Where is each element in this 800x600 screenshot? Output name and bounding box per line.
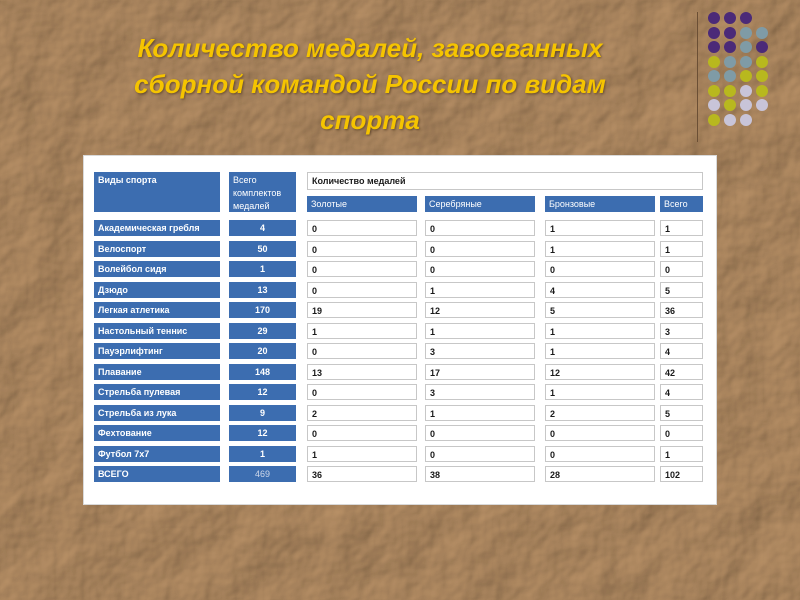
- table-cell-sets: 50: [229, 241, 296, 257]
- table-cell-sets: 1: [229, 261, 296, 277]
- table-cell-gold: 0: [307, 241, 417, 257]
- table-cell-bronze: 4: [545, 282, 655, 298]
- table-cell-sport: Академическая гребля: [94, 220, 220, 236]
- header-total-sets: Всего комплектов медалей: [229, 172, 296, 212]
- table-cell-silver: 3: [425, 384, 535, 400]
- table-cell-sets: 469: [229, 466, 296, 482]
- header-sport: Виды спорта: [94, 172, 220, 212]
- decorative-dot: [708, 99, 720, 111]
- table-cell-total: 4: [660, 343, 703, 359]
- table-cell-total: 1: [660, 446, 703, 462]
- decorative-dot: [708, 41, 720, 53]
- table-cell-bronze: 5: [545, 302, 655, 318]
- decorative-dot: [740, 41, 752, 53]
- table-cell-gold: 0: [307, 343, 417, 359]
- table-cell-silver: 1: [425, 323, 535, 339]
- header-total: Всего: [660, 196, 703, 212]
- table-cell-silver: 0: [425, 241, 535, 257]
- table-cell-bronze: 0: [545, 261, 655, 277]
- table-cell-silver: 3: [425, 343, 535, 359]
- table-cell-total: 0: [660, 261, 703, 277]
- table-cell-sport: Стрельба пулевая: [94, 384, 220, 400]
- table-cell-silver: 38: [425, 466, 535, 482]
- table-cell-gold: 19: [307, 302, 417, 318]
- decorative-dot: [724, 27, 736, 39]
- decorative-dot: [708, 85, 720, 97]
- decorative-dot: [756, 70, 768, 82]
- slide-title: [70, 30, 670, 138]
- table-cell-total: 5: [660, 282, 703, 298]
- table-cell-gold: 1: [307, 323, 417, 339]
- decorative-dot: [756, 99, 768, 111]
- table-cell-sport: Настольный теннис: [94, 323, 220, 339]
- table-cell-total: 1: [660, 220, 703, 236]
- decorative-dot: [724, 99, 736, 111]
- table-cell-bronze: 1: [545, 384, 655, 400]
- table-cell-sets: 13: [229, 282, 296, 298]
- table-cell-gold: 1: [307, 446, 417, 462]
- table-cell-total: 5: [660, 405, 703, 421]
- table-cell-silver: 0: [425, 425, 535, 441]
- decorative-dot: [708, 27, 720, 39]
- decorative-dot: [740, 114, 752, 126]
- table-cell-total: 0: [660, 425, 703, 441]
- table-cell-bronze: 28: [545, 466, 655, 482]
- header-gold: Золотые: [307, 196, 417, 212]
- decorative-divider: [697, 12, 698, 142]
- table-cell-gold: 36: [307, 466, 417, 482]
- table-cell-bronze: 1: [545, 343, 655, 359]
- table-cell-sets: 29: [229, 323, 296, 339]
- decorative-dot-grid: [708, 12, 792, 132]
- header-medals: Количество медалей: [307, 172, 703, 190]
- table-cell-gold: 0: [307, 384, 417, 400]
- decorative-dot: [756, 41, 768, 53]
- decorative-dot: [740, 27, 752, 39]
- decorative-dot: [724, 41, 736, 53]
- table-cell-sport: Плавание: [94, 364, 220, 380]
- table-cell-sport: ВСЕГО: [94, 466, 220, 482]
- table-cell-gold: 13: [307, 364, 417, 380]
- table-cell-gold: 0: [307, 220, 417, 236]
- table-cell-bronze: 0: [545, 446, 655, 462]
- table-cell-sets: 1: [229, 446, 296, 462]
- header-bronze: Бронзовые: [545, 196, 655, 212]
- table-cell-sport: Фехтование: [94, 425, 220, 441]
- decorative-dot: [740, 70, 752, 82]
- decorative-dot: [740, 12, 752, 24]
- table-cell-total: 1: [660, 241, 703, 257]
- table-cell-sport: Волейбол сидя: [94, 261, 220, 277]
- decorative-dot: [708, 114, 720, 126]
- table-cell-silver: 1: [425, 405, 535, 421]
- table-cell-sets: 12: [229, 384, 296, 400]
- slide-title-line2: сборной командой России по видам: [134, 69, 606, 99]
- table-cell-silver: 1: [425, 282, 535, 298]
- medal-table: [83, 155, 717, 505]
- table-cell-sets: 170: [229, 302, 296, 318]
- decorative-dot: [708, 12, 720, 24]
- table-cell-silver: 17: [425, 364, 535, 380]
- table-cell-bronze: 2: [545, 405, 655, 421]
- table-cell-bronze: 0: [545, 425, 655, 441]
- decorative-dot: [740, 99, 752, 111]
- table-cell-bronze: 1: [545, 323, 655, 339]
- table-cell-silver: 12: [425, 302, 535, 318]
- table-cell-total: 4: [660, 384, 703, 400]
- table-cell-gold: 0: [307, 261, 417, 277]
- decorative-dot: [724, 12, 736, 24]
- table-cell-sets: 20: [229, 343, 296, 359]
- table-cell-sport: Велоспорт: [94, 241, 220, 257]
- decorative-dot: [740, 56, 752, 68]
- table-cell-bronze: 12: [545, 364, 655, 380]
- table-cell-total: 102: [660, 466, 703, 482]
- table-cell-sport: Дзюдо: [94, 282, 220, 298]
- table-cell-total: 3: [660, 323, 703, 339]
- decorative-dot: [756, 85, 768, 97]
- table-cell-sets: 12: [229, 425, 296, 441]
- table-cell-sport: Стрельба из лука: [94, 405, 220, 421]
- decorative-dot: [724, 114, 736, 126]
- decorative-dot: [708, 70, 720, 82]
- table-cell-total: 42: [660, 364, 703, 380]
- table-cell-silver: 0: [425, 261, 535, 277]
- table-cell-total: 36: [660, 302, 703, 318]
- header-silver: Серебряные: [425, 196, 535, 212]
- table-cell-bronze: 1: [545, 220, 655, 236]
- table-cell-sport: Легкая атлетика: [94, 302, 220, 318]
- table-cell-sport: Футбол 7x7: [94, 446, 220, 462]
- table-cell-sets: 9: [229, 405, 296, 421]
- slide-title-line1: Количество медалей, завоеванных: [137, 33, 603, 63]
- table-cell-gold: 0: [307, 282, 417, 298]
- table-cell-silver: 0: [425, 446, 535, 462]
- decorative-dot: [724, 56, 736, 68]
- decorative-dot: [708, 56, 720, 68]
- decorative-dot: [756, 27, 768, 39]
- table-cell-sport: Пауэрлифтинг: [94, 343, 220, 359]
- table-cell-gold: 2: [307, 405, 417, 421]
- decorative-dot: [740, 85, 752, 97]
- decorative-dot: [756, 56, 768, 68]
- decorative-dot: [724, 85, 736, 97]
- table-cell-sets: 148: [229, 364, 296, 380]
- decorative-dot: [724, 70, 736, 82]
- slide-title-line3: спорта: [320, 105, 420, 135]
- table-cell-bronze: 1: [545, 241, 655, 257]
- table-cell-silver: 0: [425, 220, 535, 236]
- table-cell-gold: 0: [307, 425, 417, 441]
- table-cell-sets: 4: [229, 220, 296, 236]
